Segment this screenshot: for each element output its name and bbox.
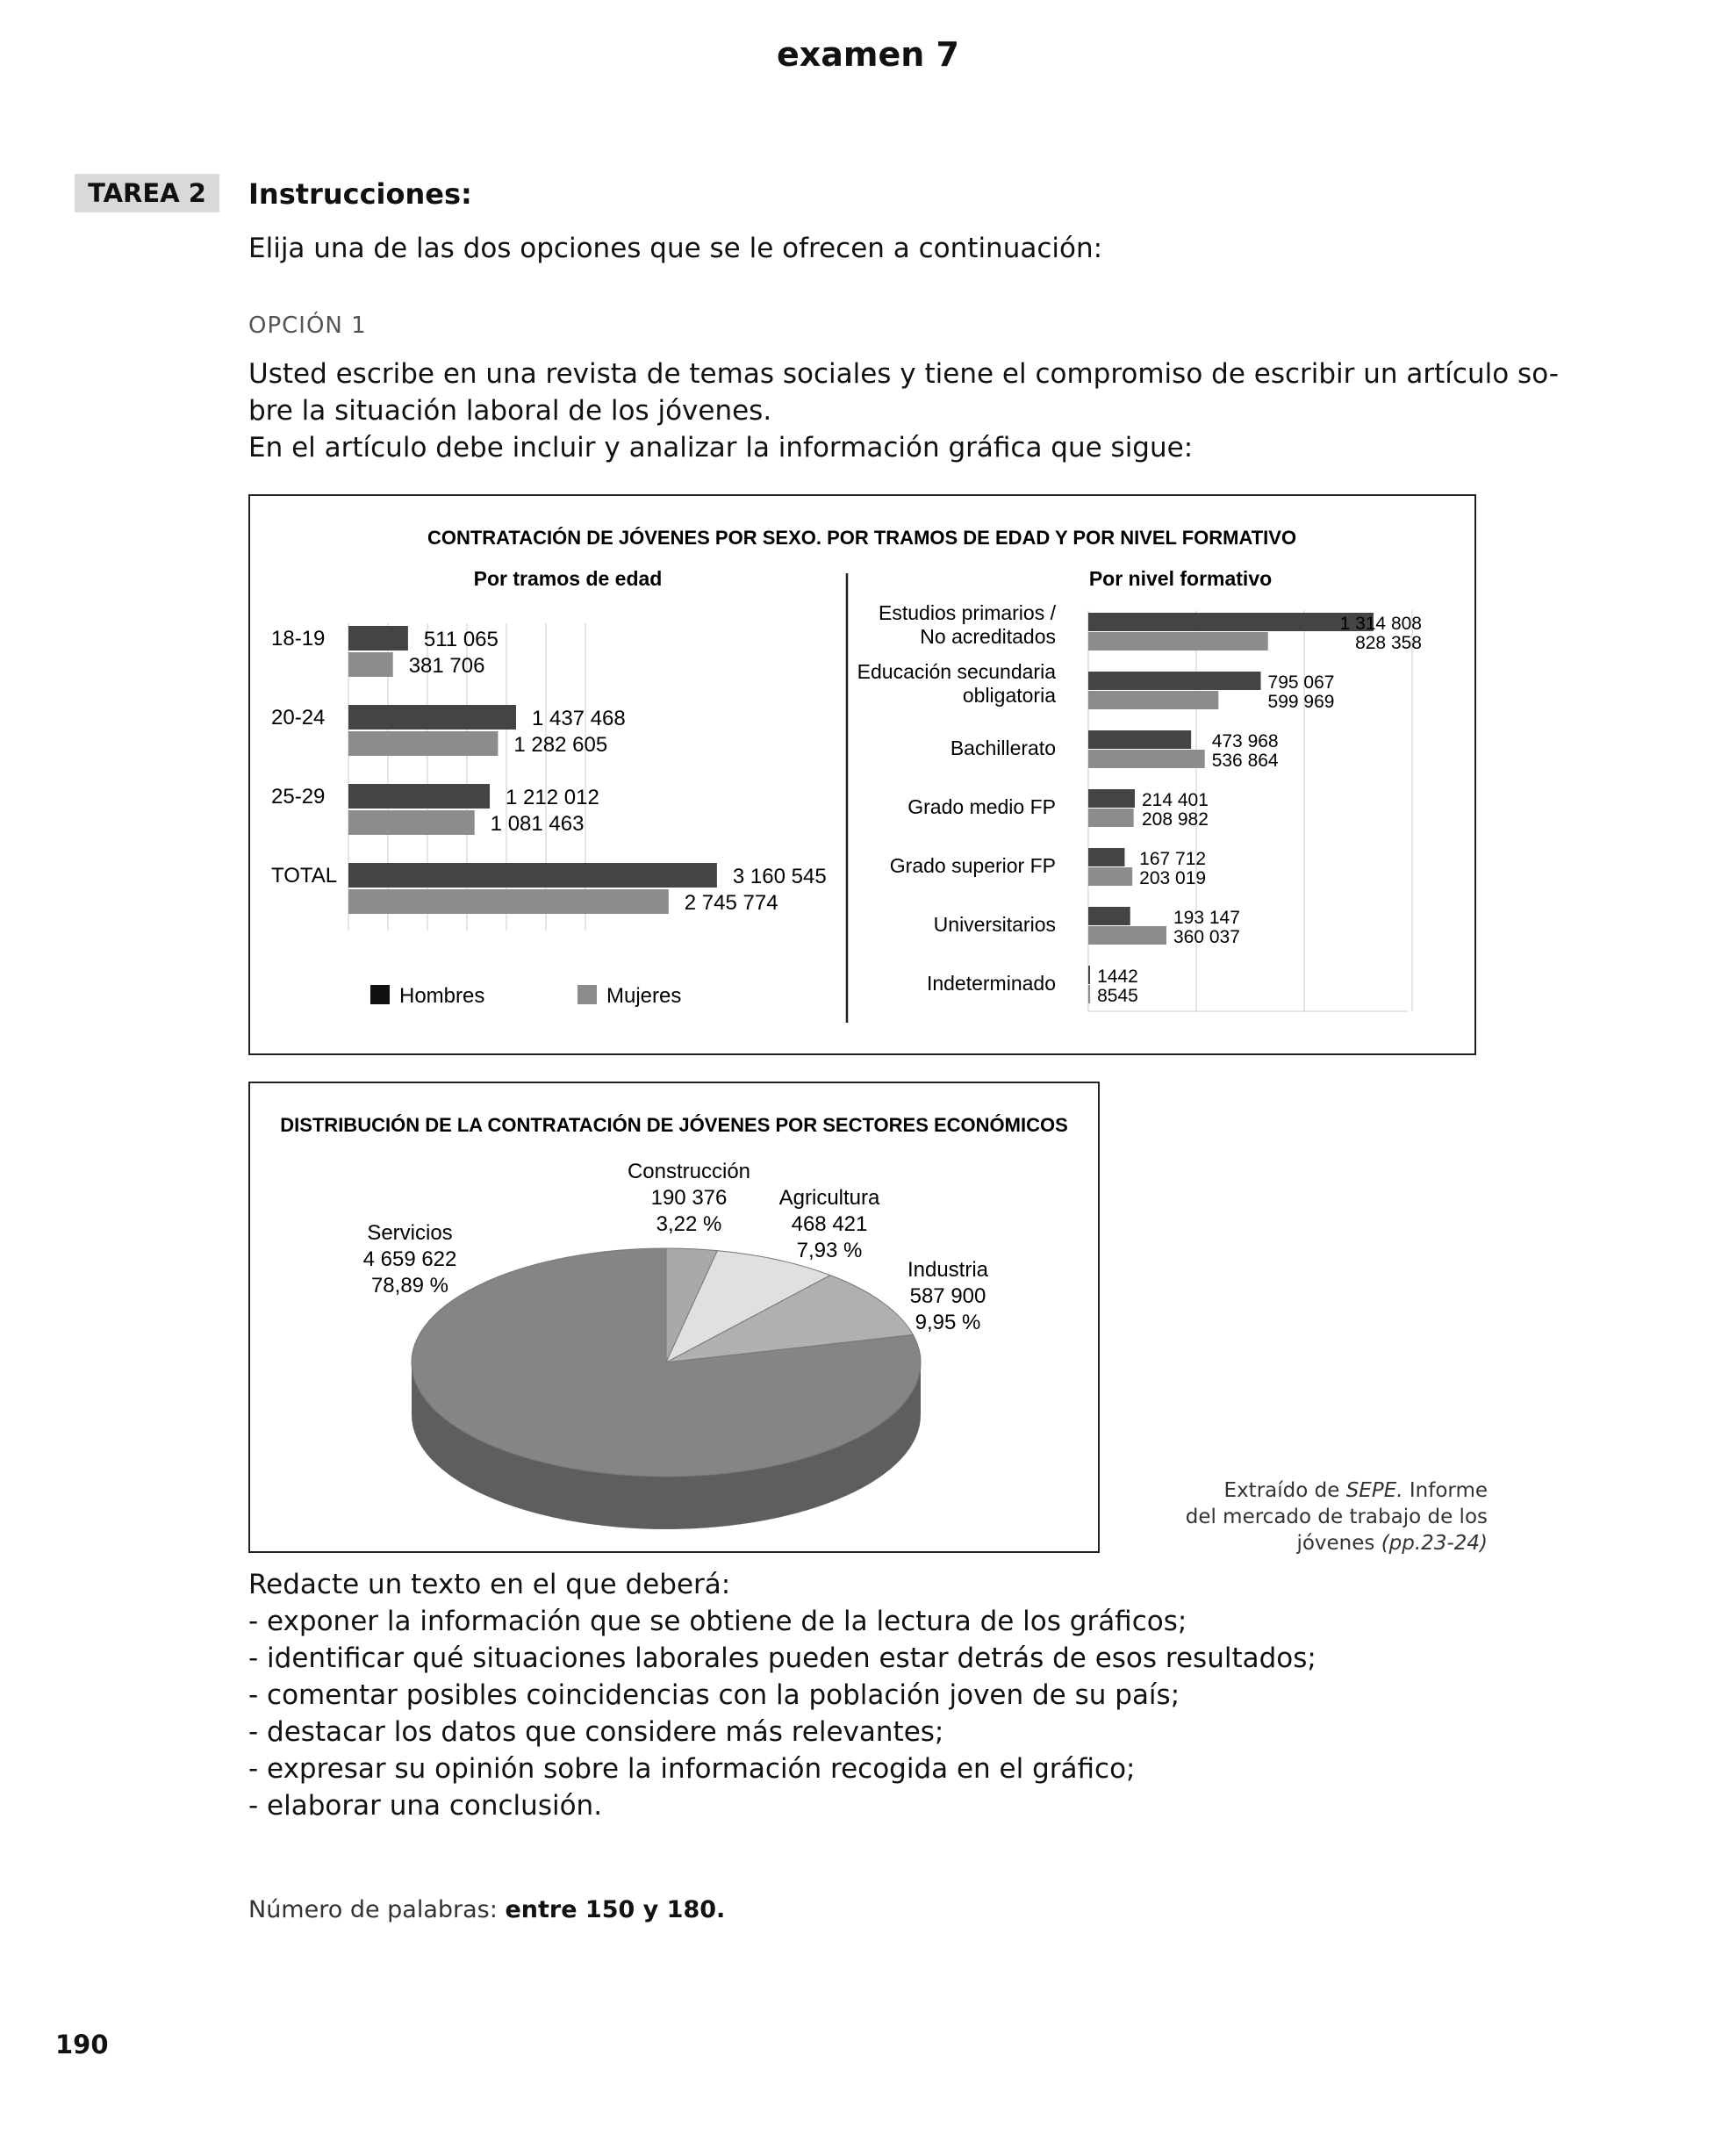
task-bullet: - exponer la información que se obtiene de la lectura de los gráficos;	[248, 1606, 1187, 1637]
edu-bar-mujeres	[1088, 867, 1132, 886]
task-bullet: - identificar qué situaciones laborales pueden estar detrás de esos resultados;	[248, 1642, 1316, 1674]
pie-slice-label: 4 659 622	[362, 1247, 457, 1271]
edu-category-label: Estudios primarios /	[879, 601, 1056, 624]
pie-slice-label: 468 421	[791, 1212, 868, 1236]
task-bullets	[248, 1603, 1316, 1824]
edu-category-label: obligatoria	[962, 684, 1056, 707]
edu-category-label: Indeterminado	[926, 972, 1056, 995]
intro-line-2: bre la situación laboral de los jóvenes.	[248, 395, 772, 427]
edu-bar-mujeres	[1088, 926, 1166, 945]
edu-bar-value-label: 203 019	[1139, 868, 1207, 888]
edu-bar-hombres	[1088, 966, 1090, 984]
page-header: examen 7	[776, 35, 960, 74]
edu-category-label: Grado superior FP	[889, 854, 1056, 877]
option-label: OPCIÓN 1	[248, 313, 367, 339]
age-bar-mujeres	[348, 731, 498, 756]
pie-slice-label: Agricultura	[778, 1186, 880, 1210]
task-badge: TAREA 2	[75, 174, 219, 212]
task-bullet: - destacar los datos que considere más relevantes;	[248, 1716, 944, 1748]
bar-charts-svg	[250, 496, 1474, 1053]
edu-bar-hombres	[1088, 848, 1124, 866]
age-bar-mujeres	[348, 652, 393, 677]
edu-bar-mujeres	[1088, 691, 1218, 709]
intro-line-3: En el artículo debe incluir y analizar la información gráfica que sigue:	[248, 432, 1194, 464]
age-bar-mujeres	[348, 810, 475, 835]
legend-label-hombres: Hombres	[399, 984, 485, 1008]
pie-slice-label: 190 376	[650, 1186, 728, 1210]
age-bar-value-label: 1 212 012	[506, 786, 599, 809]
age-bar-value-label: 3 160 545	[732, 865, 827, 888]
bar-chart-title: CONTRATACIÓN DE JÓVENES POR SEXO. POR TRAMOS DE EDAD Y POR NIVEL FORMATIVO	[427, 527, 1297, 549]
edu-category-label: No acreditados	[920, 625, 1056, 648]
age-bar-mujeres	[348, 889, 669, 914]
pie-slice-label: 3,22 %	[656, 1212, 722, 1236]
task-intro: Redacte un texto en el que deberá:	[248, 1569, 731, 1600]
age-category-label: 18-19	[271, 627, 326, 651]
age-bar-hombres	[348, 784, 490, 809]
legend-swatch-hombres	[370, 985, 390, 1004]
age-bar-hombres	[348, 705, 516, 730]
pie-slice-label: 587 900	[909, 1284, 986, 1308]
pie-slice-label: Servicios	[367, 1221, 453, 1245]
bar-charts-box	[248, 494, 1476, 1055]
page-number: 190	[55, 2030, 109, 2059]
edu-bar-value-label: 167 712	[1139, 849, 1207, 869]
edu-bar-mujeres	[1088, 632, 1268, 651]
edu-bar-value-label: 214 401	[1141, 790, 1209, 810]
instructions-line: Elija una de las dos opciones que se le ofrecen a continuación:	[248, 233, 1103, 264]
pie-chart-title: DISTRIBUCIÓN DE LA CONTRATACIÓN DE JÓVENES POR SECTORES ECONÓMICOS	[280, 1114, 1068, 1136]
instructions-title: Instrucciones:	[248, 177, 472, 211]
task-bullet: - comentar posibles coincidencias con la población joven de su país;	[248, 1679, 1180, 1711]
edu-chart-subtitle: Por nivel formativo	[1088, 567, 1273, 590]
age-chart-subtitle: Por tramos de edad	[473, 567, 663, 590]
age-bar-value-label: 381 706	[408, 654, 485, 678]
age-bar-value-label: 1 081 463	[490, 812, 585, 836]
pie-chart-box	[248, 1082, 1100, 1553]
edu-category-label: Bachillerato	[950, 737, 1056, 759]
edu-bar-value-label: 1 314 808	[1339, 614, 1422, 634]
pie-slice-label: Industria	[907, 1258, 989, 1282]
edu-bar-value-label: 828 358	[1355, 633, 1422, 653]
age-bar-value-label: 1 282 605	[513, 733, 608, 757]
age-bar-value-label: 2 745 774	[684, 891, 778, 915]
age-bar-value-label: 1 437 468	[531, 707, 626, 730]
age-category-label: 25-29	[271, 785, 326, 809]
pie-slice-label: 78,89 %	[370, 1274, 449, 1297]
pie-slice-label: Construcción	[627, 1160, 751, 1183]
edu-bar-value-label: 1442	[1097, 967, 1138, 987]
legend-swatch-mujeres	[577, 985, 597, 1004]
age-bar-hombres	[348, 863, 717, 888]
task-bullet: - elaborar una conclusión.	[248, 1790, 603, 1822]
pie-slice-label: 9,95 %	[915, 1311, 981, 1334]
edu-bar-value-label: 599 969	[1267, 692, 1335, 712]
edu-bar-hombres	[1088, 907, 1130, 925]
age-category-label: TOTAL	[271, 864, 338, 888]
edu-bar-value-label: 193 147	[1173, 908, 1240, 928]
age-category-label: 20-24	[271, 706, 326, 730]
edu-bar-hombres	[1088, 730, 1191, 749]
edu-bar-mujeres	[1088, 809, 1134, 827]
edu-bar-value-label: 536 864	[1211, 751, 1279, 771]
edu-category-label: Universitarios	[933, 913, 1056, 936]
age-bar-hombres	[348, 626, 408, 651]
edu-bar-value-label: 8545	[1097, 986, 1138, 1006]
edu-bar-value-label: 360 037	[1173, 927, 1240, 947]
edu-bar-mujeres	[1088, 985, 1090, 1003]
legend-label-mujeres: Mujeres	[606, 984, 682, 1008]
edu-bar-value-label: 473 968	[1211, 731, 1279, 751]
source-citation: Extraído de SEPE. Informe del mercado de trabajo de los jóvenes (pp.23-24)	[1185, 1479, 1488, 1555]
task-bullet: - expresar su opinión sobre la información recogida en el gráfico;	[248, 1753, 1136, 1785]
pie-slice-label: 7,93 %	[796, 1239, 863, 1262]
pie-chart-svg	[250, 1083, 1098, 1551]
edu-bar-value-label: 795 067	[1267, 672, 1335, 693]
edu-bar-mujeres	[1088, 750, 1205, 768]
word-count: Número de palabras: entre 150 y 180.	[248, 1896, 726, 1923]
edu-bar-hombres	[1088, 613, 1374, 631]
edu-bar-value-label: 208 982	[1141, 809, 1209, 830]
edu-bar-hombres	[1088, 789, 1135, 808]
edu-category-label: Educación secundaria	[857, 660, 1056, 683]
edu-bar-hombres	[1088, 672, 1261, 690]
edu-category-label: Grado medio FP	[907, 795, 1056, 818]
age-bar-value-label: 511 065	[423, 628, 499, 651]
intro-line-1: Usted escribe en una revista de temas sociales y tiene el compromiso de escribir un artículo so-	[248, 358, 1559, 390]
